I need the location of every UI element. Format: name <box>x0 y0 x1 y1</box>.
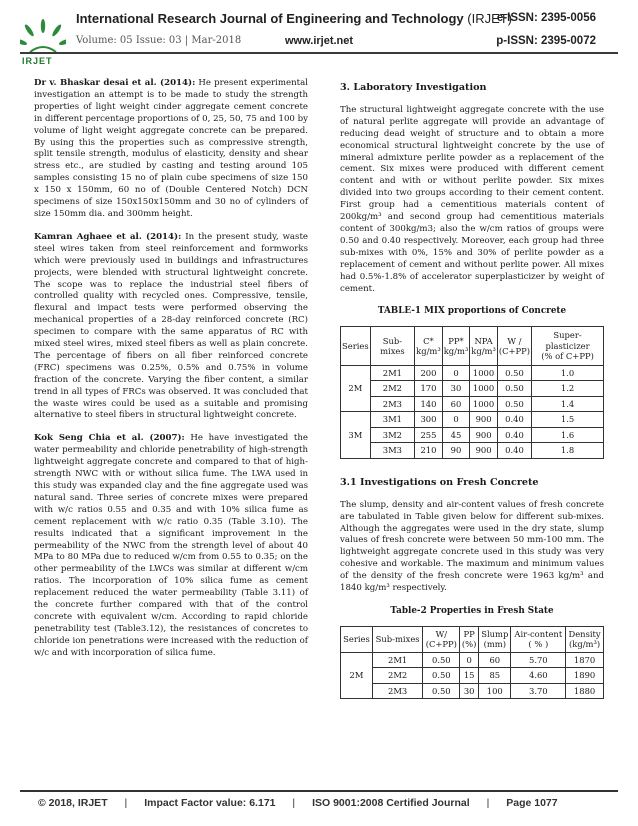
table-cell: 15 <box>460 668 479 684</box>
table-row <box>341 652 604 668</box>
table-row <box>341 365 604 381</box>
journal-title <box>76 11 512 26</box>
table1-header <box>415 327 443 366</box>
header-text: C* <box>423 335 434 346</box>
journal-name: International Research Journal of Engineering and Technology <box>76 11 464 26</box>
table-cell: 900 <box>470 427 498 443</box>
table-cell: 100 <box>479 683 511 699</box>
footer-copyright: © 2018, IRJET <box>38 797 108 809</box>
series-cell: 2M <box>341 365 371 412</box>
table-cell: 1.4 <box>532 396 604 412</box>
header-text: (% of C+PP) <box>541 351 594 362</box>
table-cell: 140 <box>415 396 443 412</box>
section-3-1-text: The slump, density and air-content values of fresh concrete are tabulated in Table given below for different sub-mixes. Although the aggregates were used in the dry state, slump values of fresh concrete were between 50 mm-100 mm. The lightweight aggregate concrete used in this study was very cohesive and workable. The maximum and minimum values of the density of the fresh concrete were 1963 kg/m³ and 1840 kg/m³ respectively. <box>340 499 604 594</box>
header-text: (C+PP) <box>425 639 457 650</box>
review-paragraph-1 <box>34 78 308 221</box>
table-cell: 0 <box>442 365 470 381</box>
header-text: Series <box>343 634 370 645</box>
table-cell: 90 <box>442 443 470 459</box>
table-cell: 210 <box>415 443 443 459</box>
footer-iso: ISO 9001:2008 Certified Journal <box>312 797 470 809</box>
table-cell: 2M1 <box>370 365 415 381</box>
table-cell: 0.50 <box>497 365 531 381</box>
pissn: p-ISSN: 2395-0072 <box>496 35 596 47</box>
table-cell: 1000 <box>470 381 498 397</box>
table-cell: 300 <box>415 412 443 428</box>
journal-website[interactable]: www.irjet.net <box>285 35 354 47</box>
table1-header <box>532 327 604 366</box>
table-cell: 0.40 <box>497 443 531 459</box>
header-text: ( % ) <box>528 639 549 650</box>
review-paragraph-2 <box>34 232 308 423</box>
table-cell: 0.50 <box>423 668 460 684</box>
table1-header-row <box>341 327 604 366</box>
review-text-3: He have investigated the water permeability and chloride penetrability of high-strength lightweight aggregate concrete and compared to that of high-strength NWC with or without silica fume. The LWA used in this study was expanded clay and the fine aggregate used was natural sand. Three series of concrete mixes were prepared with w/c ratios 0.55 and 0.35 and with 10% silica fume as cement replacement with w/c ratio 0.35 (Table 3.10). The results indicated that a significant improvement in the permeability of the NWC from the strength level of about 40 MPa to 80 MPa due to reduced w/cm from 0.55 to 0.35; on the other permeability of the LWCs was similar at different w/cm ratios. The incorporation of 10% silica fume as cement replacement reduced the water permeability (Table 3.11) of the concrete further compared with that of the control concrete with equivalent w/cm. According to rapid chloride penetrability test (Table3.12), the resistances of concretes to chloride ion penetrations were increased with the reduction of w/c and with incorporation of silica fume. <box>34 433 308 658</box>
table2-header-row <box>341 626 604 652</box>
series-cell: 3M <box>341 412 371 459</box>
table1-header <box>470 327 498 366</box>
table-cell: 4.60 <box>511 668 566 684</box>
table-cell: 1000 <box>470 396 498 412</box>
table-cell: 3M1 <box>370 412 415 428</box>
logo-text: IRJET <box>22 56 53 66</box>
table-row <box>341 396 604 412</box>
table-cell: 1.5 <box>532 412 604 428</box>
table-row <box>341 668 604 684</box>
table-cell: 900 <box>470 443 498 459</box>
table-row <box>341 683 604 699</box>
review-paragraph-3 <box>34 433 308 659</box>
header-text: Sub-mixes <box>375 634 420 645</box>
table-cell: 1.2 <box>532 381 604 397</box>
fresh-properties-table <box>340 626 604 700</box>
header-text: (mm) <box>483 639 506 650</box>
table1-header <box>497 327 531 366</box>
header-text: Slump <box>481 628 509 639</box>
table-row <box>341 381 604 397</box>
table-cell: 45 <box>442 427 470 443</box>
table-cell: 60 <box>479 652 511 668</box>
table-cell: 5.70 <box>511 652 566 668</box>
review-author-2: Kamran Aghaee et al. (2014): <box>34 231 182 242</box>
footer-impact-factor: Impact Factor value: 6.171 <box>144 797 276 809</box>
table2-caption: Table-2 Properties in Fresh State <box>390 605 554 616</box>
left-column <box>34 78 308 671</box>
header-text: Super-plasticizer <box>545 330 590 351</box>
eissn: e-ISSN: 2395-0056 <box>496 12 596 24</box>
table-cell: 2M1 <box>372 652 423 668</box>
table1-header <box>442 327 470 366</box>
review-text-1: He present experimental investigation an attempt is to be made to study the strength properties of light weight cinder aggregate cement concrete in different percentage proportions of 0, 25, 50, 75 and 100 by volume of light weight aggregate concrete can be prepared. By using this the properties such as compressive strength, split tensile strength, modulus of elasticity, density and shear stress etc., are studied by casting and testing around 105 samples consisting 15 no of plain cube specimens of size 150 x 150 x 150mm, 60 no of (Double Centered Notch) DCN specimens of size 150x150x150mm and 30 no of cylinders of size 150mm dia. and 300mm height. <box>34 78 308 219</box>
header-text: NPA <box>474 335 493 346</box>
table-row <box>341 412 604 428</box>
table-cell: 1000 <box>470 365 498 381</box>
table2-header <box>460 626 479 652</box>
header-text: kg/m³ <box>471 346 496 357</box>
table1-caption: TABLE-1 MIX proportions of Concrete <box>377 306 567 317</box>
header-text: W/ <box>435 628 448 639</box>
header-text: PP <box>463 628 475 639</box>
header-text: (%) <box>461 639 477 650</box>
header-text: (C+PP) <box>498 346 531 357</box>
mix-proportions-table <box>340 326 604 459</box>
table-cell: 170 <box>415 381 443 397</box>
table-cell: 1.8 <box>532 443 604 459</box>
table2-header <box>479 626 511 652</box>
volume-issue: Volume: 05 Issue: 03 | Mar-2018 <box>76 35 242 46</box>
section-heading-3: 3. Laboratory Investigation <box>340 82 487 93</box>
table1-header <box>341 327 371 366</box>
header-text: kg/m³ <box>443 346 469 357</box>
page-header <box>0 0 638 78</box>
table-cell: 0 <box>460 652 479 668</box>
header-text: Air-content <box>514 628 563 639</box>
table-cell: 2M3 <box>372 683 423 699</box>
header-text: Series <box>342 340 369 351</box>
review-text-2: In the present study, waste steel wires taken from steel reinforcement and formworks which were previously used in buildings and infrastructures projects, were blended with structural lightweight concrete. The scope was to replace the industrial steel fibers of controlled quality with recycled ones. Compressive, tensile, flexural and impact tests were performed observing the mechanical properties of a 28-day reinforced concrete (RC) specimen to compare with the same apparatus of RC with mixed steel wires, mixed steel fibers as well as plain concrete. The percentage of fibers on all fiber reinforced concrete (FRC) specimens was 0.25%, 0.5% and 0.75% in volume fraction of the concrete. Varying the fiber content, a similar trend in all types of FRCs was observed. It was concluded that the waste wires could be used as a suitable and promising alternative to steel fibers in structural lightweight concrete. <box>34 231 308 421</box>
footer-divider <box>20 790 618 792</box>
table-cell: 0.50 <box>497 381 531 397</box>
table-cell: 30 <box>460 683 479 699</box>
table2-header <box>372 626 423 652</box>
header-text: Sub-mixes <box>380 335 405 357</box>
table-cell: 255 <box>415 427 443 443</box>
table2-header <box>341 626 373 652</box>
footer-separator: | <box>486 797 490 809</box>
table-cell: 1.6 <box>532 427 604 443</box>
table-cell: 0.50 <box>497 396 531 412</box>
table-cell: 0.40 <box>497 427 531 443</box>
header-text: kg/m³ <box>416 346 441 357</box>
series-cell: 2M <box>341 652 373 699</box>
table-cell: 2M2 <box>372 668 423 684</box>
table2-header <box>423 626 460 652</box>
table1-header <box>370 327 415 366</box>
section-heading-3-1: 3.1 Investigations on Fresh Concrete <box>340 476 539 488</box>
page-footer <box>38 797 618 809</box>
table-cell: 30 <box>442 381 470 397</box>
review-author-1: Dr v. Bhaskar desai et al. (2014): <box>34 78 196 88</box>
table-cell: 0.50 <box>423 652 460 668</box>
right-column <box>340 78 604 699</box>
table-cell: 0.50 <box>423 683 460 699</box>
footer-separator: | <box>124 797 128 809</box>
footer-separator: | <box>292 797 296 809</box>
header-text: (kg/m³) <box>569 639 601 650</box>
table-cell: 2M3 <box>370 396 415 412</box>
table-row <box>341 427 604 443</box>
table-cell: 3M3 <box>370 443 415 459</box>
table-cell: 2M2 <box>370 381 415 397</box>
table-cell: 85 <box>479 668 511 684</box>
table-cell: 3M2 <box>370 427 415 443</box>
header-text: PP* <box>448 335 464 346</box>
table-cell: 0.40 <box>497 412 531 428</box>
table-cell: 1.0 <box>532 365 604 381</box>
table-cell: 200 <box>415 365 443 381</box>
table2-header <box>511 626 566 652</box>
table-cell: 1870 <box>566 652 604 668</box>
header-divider <box>20 52 618 54</box>
journal-abbr: (IRJET) <box>467 11 513 26</box>
header-text: Density <box>568 628 601 639</box>
table-cell: 1880 <box>566 683 604 699</box>
table-cell: 0 <box>442 412 470 428</box>
footer-page-number: Page 1077 <box>506 797 558 809</box>
table-cell: 3.70 <box>511 683 566 699</box>
table-row <box>341 443 604 459</box>
table2-header <box>566 626 604 652</box>
section-3-text: The structural lightweight aggregate concrete with the use of natural perlite aggregate will provide an advantage of reducing dead weight of structure and to obtain a more economical structural lightweight concrete by the use of mineral admixture perlite powder as a replacement of the cement. Six mixes were produced with different cement content and with or without perlite powder. Six mixes divided into two groups according to their cement content. First group had a cementitious materials content of 200kg/m³ and second group had cementitious materials content of 300kg/m3; also the w/cm ratios of groups were 0.50 and 0.40 respectively. Moreover, each group had three sub-mixes with 0%, 15% and 30% of perlite powder as a replacement of cement and without perlite power. All mixes had 0.5%-1.8% of accelerator superplasticizer by weight of cement. <box>340 104 604 294</box>
table-cell: 1890 <box>566 668 604 684</box>
header-text: W / <box>507 335 522 346</box>
review-author-3: Kok Seng Chia et al. (2007): <box>34 433 185 444</box>
table-cell: 900 <box>470 412 498 428</box>
table-cell: 60 <box>442 396 470 412</box>
